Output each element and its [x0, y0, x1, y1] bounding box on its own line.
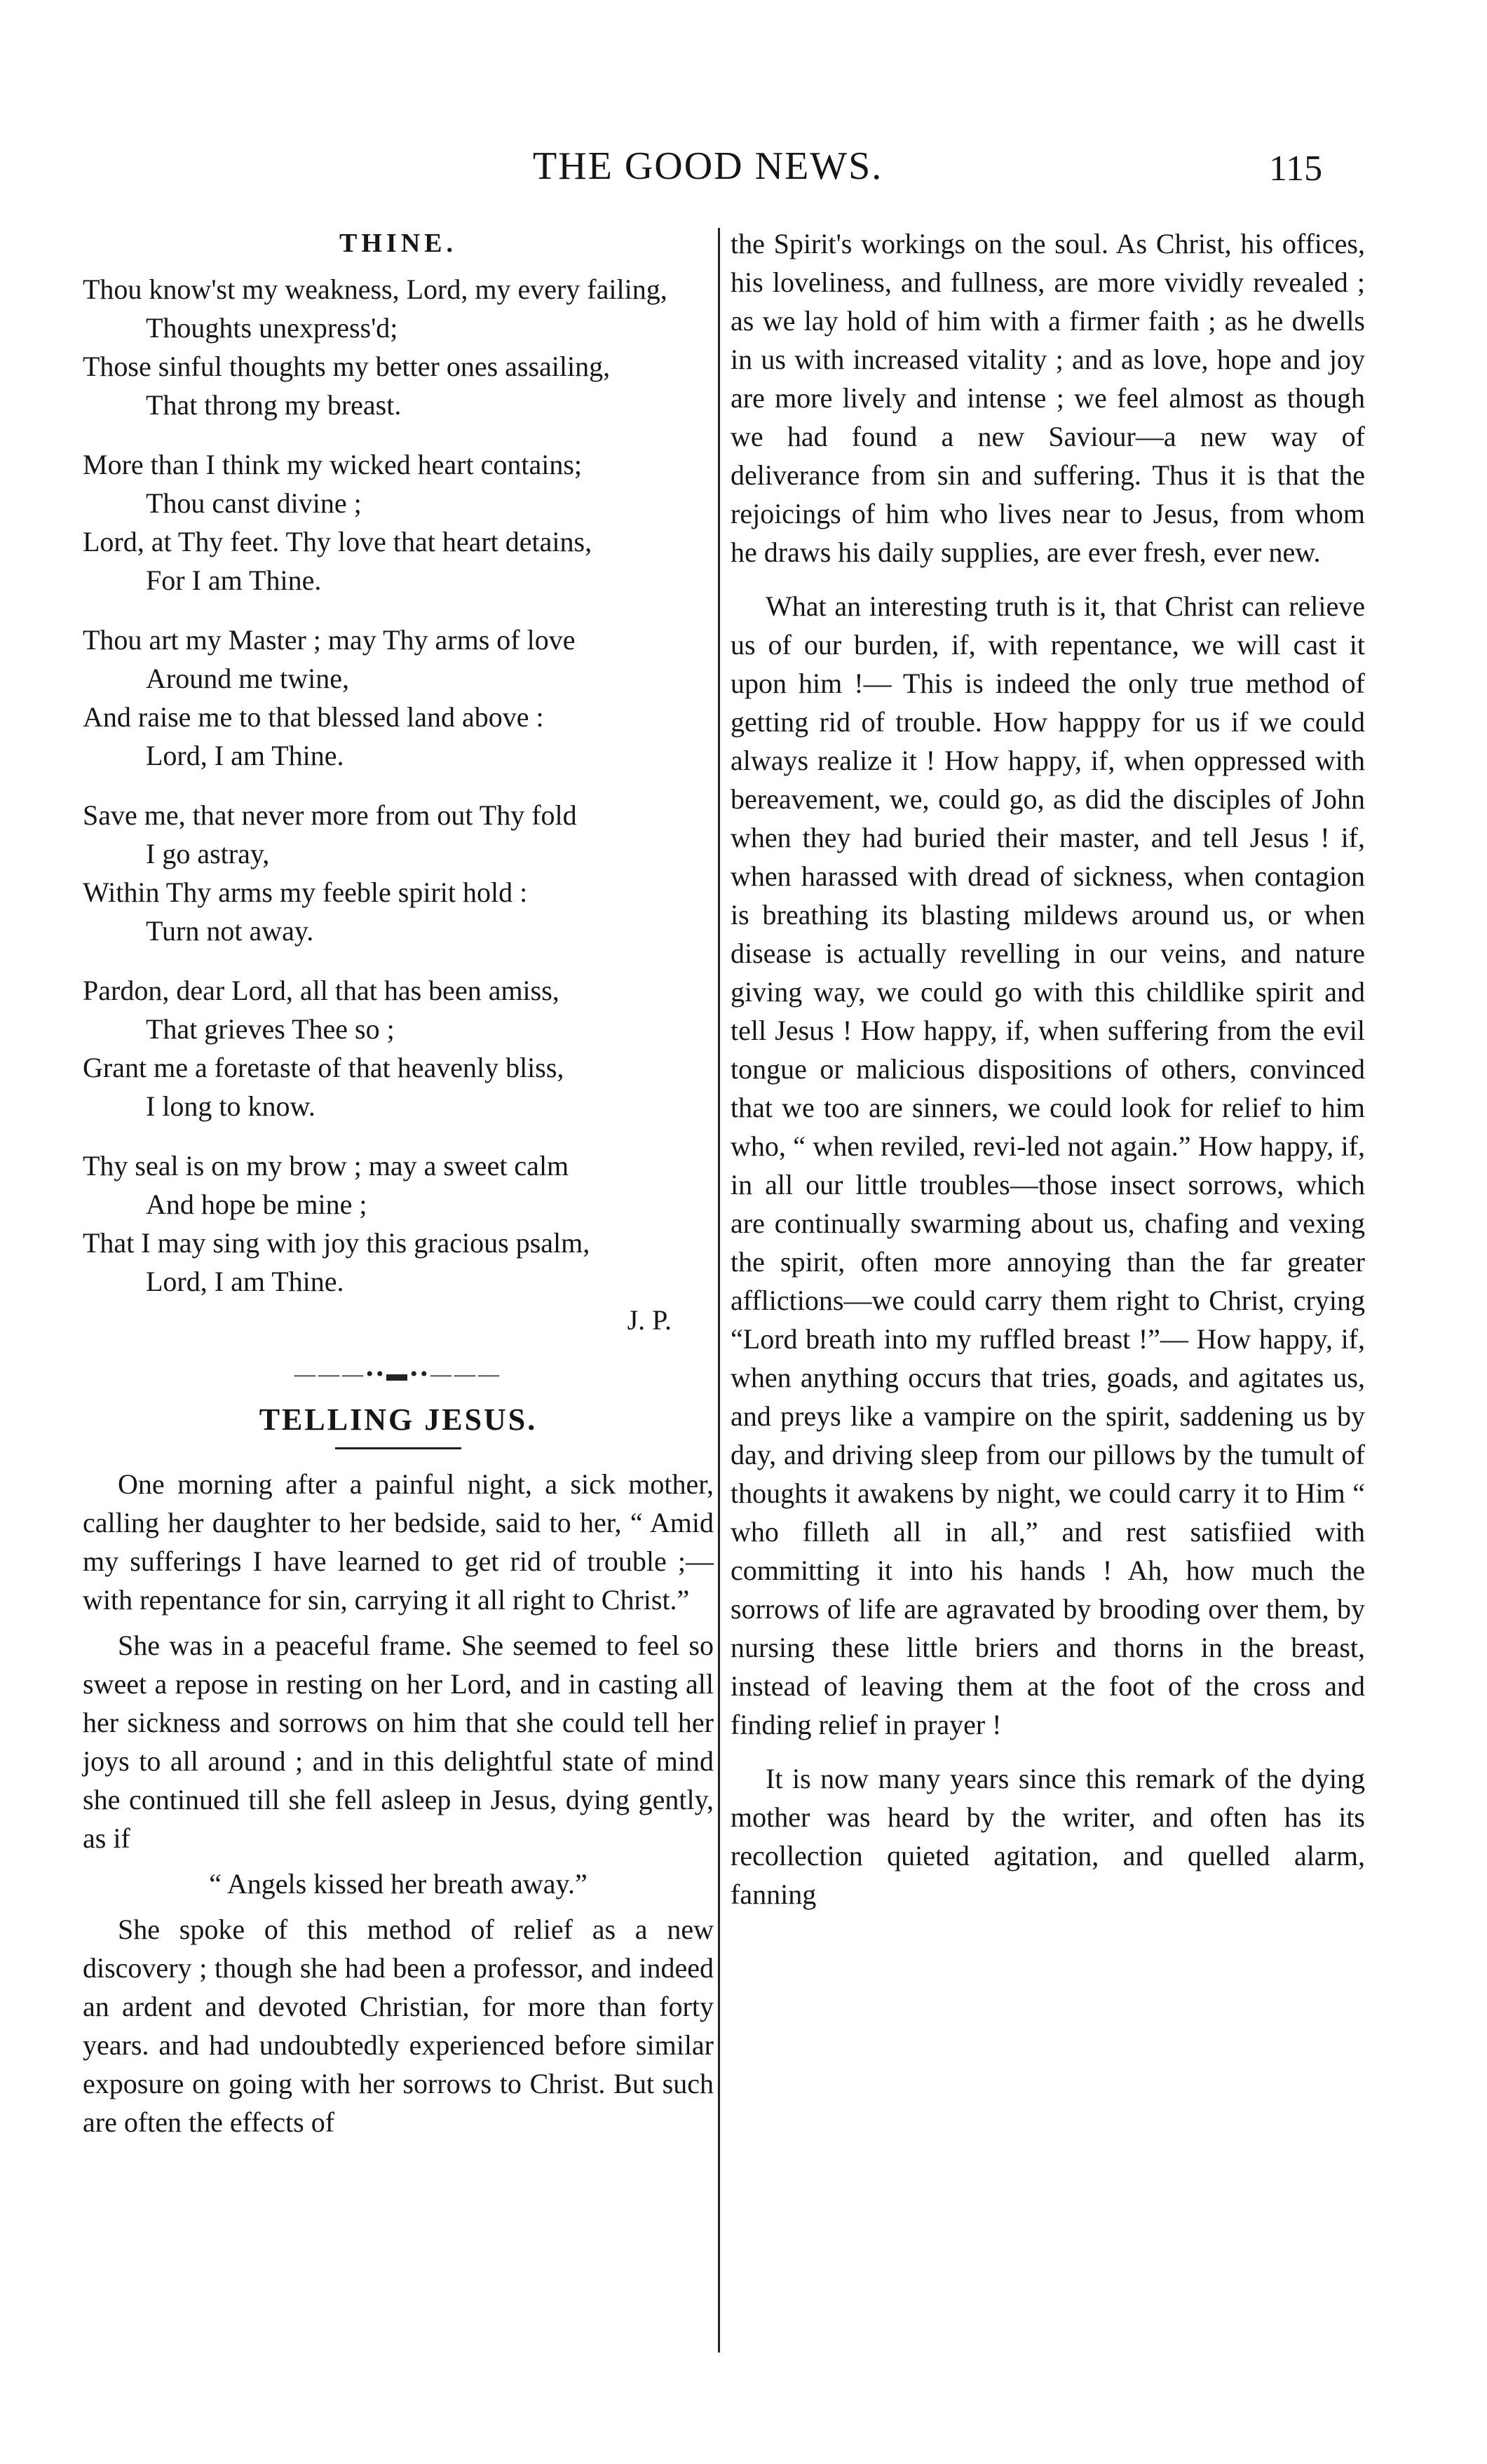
poem-stanza: [83, 445, 714, 600]
poem-line: That grieves Thee so ;: [146, 1013, 395, 1045]
poem-stanza: [83, 971, 714, 1125]
poem-line: Grant me a foretaste of that heavenly bliss,: [83, 1052, 564, 1083]
poem-line: Around me twine,: [146, 663, 349, 694]
poem-title: THINE.: [339, 229, 457, 258]
poem-line: That throng my breast.: [146, 389, 402, 421]
article-paragraph: She spoke of this method of relief as a new discovery ; though she had been a professor, and indeed an ardent and devoted Christian, for more than forty years. and had undoubtedly experienced before similar exposure on going with her sorrows to Christ. But such are often the effects of: [83, 1914, 714, 2138]
poem-line: I long to know.: [146, 1090, 315, 1122]
poem-line: Thoughts unexpress'd;: [146, 312, 398, 344]
poem-stanza: [83, 270, 714, 424]
poem-stanza: [83, 621, 714, 775]
poem-line: And raise me to that blessed land above :: [83, 701, 544, 733]
poem-signature: J. P.: [627, 1304, 672, 1336]
left-column: [83, 224, 714, 2148]
title-rule: [335, 1447, 461, 1449]
article-title: TELLING JESUS.: [259, 1402, 538, 1437]
poem-line: Thou art my Master ; may Thy arms of love: [83, 624, 576, 656]
column-divider: [718, 228, 720, 2353]
poem-line: I go astray,: [146, 838, 270, 869]
poem-line: That I may sing with joy this gracious psalm,: [83, 1227, 590, 1259]
article-paragraph: the Spirit's workings on the soul. As Christ, his offices, his loveliness, and fullness, are more vividly revealed ; as we lay hold of him with a firmer faith ; as he dwells in us with increased vitality ; and as love, hope and joy are more lively and intense ; we feel almost as though we had found a new Saviour—a new way of deliverance from sin and suffering. Thus it is that the rejoicings of him who lives near to Jesus, from whom he draws his daily supplies, are ever fresh, ever new.: [731, 228, 1365, 568]
poem-line: Within Thy arms my feeble spirit hold :: [83, 876, 528, 908]
poem-line: Turn not away.: [146, 915, 314, 947]
article-paragraph: What an interesting truth is it, that Christ can relieve us of our burden, if, with repentance, we will cast it upon him !— This is indeed the only true method of getting rid of trouble. How happpy for us if we could always realize it ! How happy, if, when oppressed with bereavement, we, could go, as did the disciples of John when they had buried their master, and tell Jesus ! if, when harassed with dread of sickness, when contagion is breathing its blasting mildews around us, or when disease is actually revelling in our veins, and nature giving way, we could go with this childlike spirit and tell Jesus ! How happy, if, when suffering from the evil tongue or malicious dispositions of others, convinced that we too are sinners, we could look for relief to him who, “ when reviled, revi-led not again.” How happy, if, in all our little troubles—those insect sorrows, which are continually swarming about us, chafing and vexing the spirit, often more annoying than the far greater afflictions—we could carry them right to Christ, crying “Lord breath into my ruffled breast !”— How happy, if, when anything occurs that tries, goads, and agitates us, and preys like a vampire on the spirit, saddening us by day, and driving sleep from our pillows by the tumult of thoughts it awakens by night, we could carry it to Him “ who filleth all in all,” and rest satisfiied with committing it into his hands ! Ah, how much the sorrows of life are agravated by brooding over them, by nursing these little briers and thorns in the breast, instead of leaving them at the foot of the cross and finding relief in prayer !: [731, 590, 1365, 1740]
poem-line: Save me, that never more from out Thy fold: [83, 799, 577, 831]
poem-line: Thy seal is on my brow ; may a sweet calm: [83, 1150, 569, 1182]
poem-line: Lord, at Thy feet. Thy love that heart detains,: [83, 526, 592, 557]
poem-line: And hope be mine ;: [146, 1189, 367, 1220]
poem-line: For I am Thine.: [146, 564, 322, 596]
page-number: 115: [1269, 149, 1323, 189]
poem-line: Lord, I am Thine.: [146, 1266, 344, 1297]
section-ornament: ———••▬••———: [294, 1362, 502, 1386]
article-paragraph: It is now many years since this remark of the dying mother was heard by the writer, and often has its recollection quieted agitation, and quelled alarm, fanning: [731, 1763, 1365, 1910]
poem-stanza: [83, 796, 714, 950]
poem-line: Those sinful thoughts my better ones assailing,: [83, 351, 611, 382]
page-header: [0, 144, 1487, 200]
article-paragraph: One morning after a painful night, a sick mother, calling her daughter to her bedside, said to her, “ Amid my sufferings I have learned to get rid of trouble ;—with repentance for sin, carrying it all right to Christ.”: [83, 1468, 714, 1616]
poem-line: Thou canst divine ;: [146, 487, 362, 519]
right-column: [731, 224, 1365, 1929]
article-quote: “ Angels kissed her breath away.”: [209, 1868, 588, 1900]
article-paragraph: She was in a peaceful frame. She seemed to feel so sweet a repose in resting on her Lord, and in casting all her sickness and sorrows on him that she could tell her joys to all around ; and in this delightful state of mind she continued till she fell asleep in Jesus, dying gently, as if: [83, 1630, 714, 1854]
poem-line: More than I think my wicked heart contains;: [83, 449, 583, 480]
poem-line: Thou know'st my weakness, Lord, my every failing,: [83, 273, 667, 305]
poem-stanza: [83, 1146, 714, 1301]
poem-line: Lord, I am Thine.: [146, 740, 344, 771]
running-title: THE GOOD NEWS.: [533, 144, 883, 188]
poem-line: Pardon, dear Lord, all that has been amiss,: [83, 975, 559, 1006]
